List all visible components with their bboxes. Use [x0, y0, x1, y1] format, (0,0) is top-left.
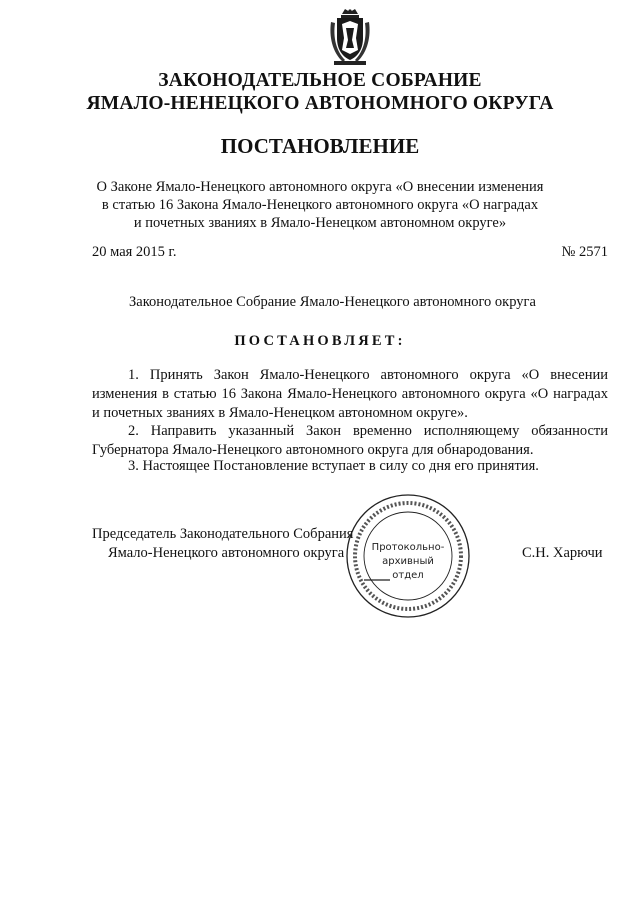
header-line-1: ЗАКОНОДАТЕЛЬНОЕ СОБРАНИЕ	[158, 70, 482, 91]
item-3	[92, 457, 608, 476]
item-3-text: 3. Настоящее Постановление вступает в силу со дня его принятия.	[128, 458, 539, 474]
decides-heading: ПОСТАНОВЛЯЕТ:	[234, 333, 406, 349]
stamp-line-1: Протокольно-	[371, 542, 445, 553]
preamble: Законодательное Собрание Ямало-Ненецкого автономного округа	[129, 294, 536, 310]
document-number: № 2571	[561, 244, 608, 260]
stamp-line-3: отдел	[392, 570, 424, 581]
document-date: 20 мая 2015 г.	[92, 244, 177, 260]
signatory-name: С.Н. Харючи	[522, 545, 603, 561]
item-2-text: 2. Направить указанный Закон временно исполняющему обязанности Губернатора Ямало-Ненецкого автономного округа для обнародования.	[92, 423, 608, 458]
header-line-2: ЯМАЛО-НЕНЕЦКОГО АВТОНОМНОГО ОКРУГА	[86, 93, 554, 114]
coat-of-arms-emblem	[328, 8, 372, 66]
item-1	[92, 366, 608, 423]
signatory-position-line-2: Ямало-Ненецкого автономного округа	[108, 545, 345, 561]
document-subject	[90, 178, 550, 232]
item-2	[92, 422, 608, 460]
subject-line-1: О Законе Ямало-Ненецкого автономного округа «О внесении изменения	[96, 179, 544, 195]
subject-line-3: и почетных званиях в Ямало-Ненецком автономном округе»	[133, 215, 507, 231]
document-title: ПОСТАНОВЛЕНИЕ	[220, 134, 420, 158]
item-1-text: 1. Принять Закон Ямало-Ненецкого автономного округа «О внесении изменения в статью 16 Закона Ямало-Ненецкого автономного округа «О наградах и почетных званиях в Ямало-Ненецком автономном округе».	[92, 367, 608, 421]
signatory-position-line-1: Председатель Законодательного Собрания	[92, 526, 354, 542]
subject-line-2: в статью 16 Закона Ямало-Ненецкого автономного округа «О наградах	[101, 197, 539, 213]
archive-stamp	[344, 492, 472, 620]
stamp-line-2: архивный	[382, 556, 434, 567]
